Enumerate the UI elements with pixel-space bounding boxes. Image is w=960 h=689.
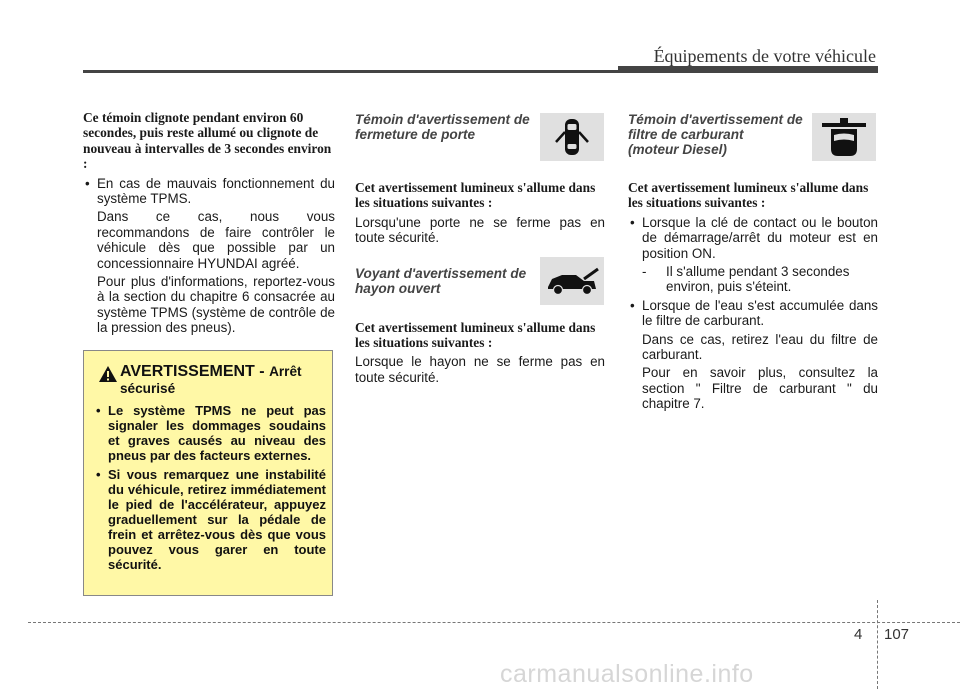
door-heading-line-2: fermeture de porte [355,127,476,142]
page-number: 107 [884,626,910,643]
tpms-intro: Ce témoin clignote pendant environ 60 secondes, puis reste allumé ou clignote de nouveau à intervalles de 3 secondes environ : [83,110,332,172]
fuel-heading-line-1: Témoin d'avertissement de [628,112,803,127]
tailgate-open-warning-icon [540,257,604,305]
fuel-dash-line-1: Il s'allume pendant 3 secondes [666,264,850,280]
fuel-heading-line-2: filtre de carburant [628,127,744,142]
warning-subtitle-1: Arrêt [269,364,302,379]
watermark: carmanualsonline.info [500,660,754,688]
warning-heading [94,363,326,397]
tpms-paragraph-more-info: Pour plus d'informations, reportez-vous à la section du chapitre 6 consacrée au système TPMS (système de contrôle de la pression des pneus). [97,274,335,336]
tailgate-heading-line-2: hayon ouvert [355,280,441,296]
header-rule-accent [618,66,878,73]
fuel-bullet-water: • Lorsque de l'eau s'est accumulée dans le filtre de carburant. [628,298,878,329]
fuel-filter-warning-icon [812,113,876,161]
door-warning-intro: Cet avertissement lumineux s'allume dans les situations suivantes : [355,180,596,211]
fuel-dash-item [642,264,878,279]
footer-divider [877,600,878,689]
warning-box [83,350,333,596]
fuel-heading-line-3: (moteur Diesel) [628,142,727,157]
tailgate-warning-text: Lorsque le hayon ne se ferme pas en toute sécurité. [355,354,605,385]
header-title: Équipements de votre véhicule [653,46,876,66]
tpms-bullet-malfunction: • En cas de mauvais fonctionnement du système TPMS. [83,176,335,207]
door-open-warning-icon [540,113,604,161]
warning-body [94,403,326,576]
fuel-paragraph-more-info: Pour en savoir plus, consultez la section " Filtre de carburant " du chapitre 7. [642,365,878,412]
warning-subtitle-2: sécurisé [120,381,176,396]
fuel-paragraph-remove-water: Dans ce cas, retirez l'eau du filtre de carburant. [642,331,878,363]
footer-rule [28,622,960,623]
chapter-number: 4 [854,626,863,643]
warning-title: AVERTISSEMENT - [120,363,265,380]
tailgate-warning-intro: Cet avertissement lumineux s'allume dans les situations suivantes : [355,319,596,351]
fuel-dash-line-2: environ, puis s'éteint. [666,279,792,295]
tpms-paragraph-dealer: Dans ce cas, nous vous recommandons de faire contrôler le véhicule dès que possible par un concessionnaire HYUNDAI agréé. [97,209,335,271]
warning-item: • Le système TPMS ne peut pas signaler les dommages soudains et graves causés au niveau des pneus par des facteurs externes. [94,403,326,463]
door-warning-heading [355,112,535,142]
warning-item: • Si vous remarquez une instabilité du véhicule, retirez immédiatement le pied de l'accélérateur, appuyez graduellement sur la pédale de frein et arrêtez-vous dès que vous pouvez vous garer en toute sécurité. [94,467,326,572]
tailgate-warning-heading [355,266,535,296]
fuel-filter-heading [628,112,808,157]
door-warning-text: Lorsqu'une porte ne se ferme pas en toute sécurité. [355,214,605,246]
dash-mark: - [642,264,647,280]
door-heading-line-1: Témoin d'avertissement de [355,112,530,127]
fuel-bullet-ignition: • Lorsque la clé de contact ou le bouton de démarrage/arrêt du moteur est en position ON. [628,215,878,261]
tailgate-heading-line-1: Voyant d'avertissement de [355,265,527,281]
warning-triangle-icon [98,365,118,383]
fuel-filter-intro: Cet avertissement lumineux s'allume dans les situations suivantes : [628,180,869,211]
column-1 [83,110,335,339]
